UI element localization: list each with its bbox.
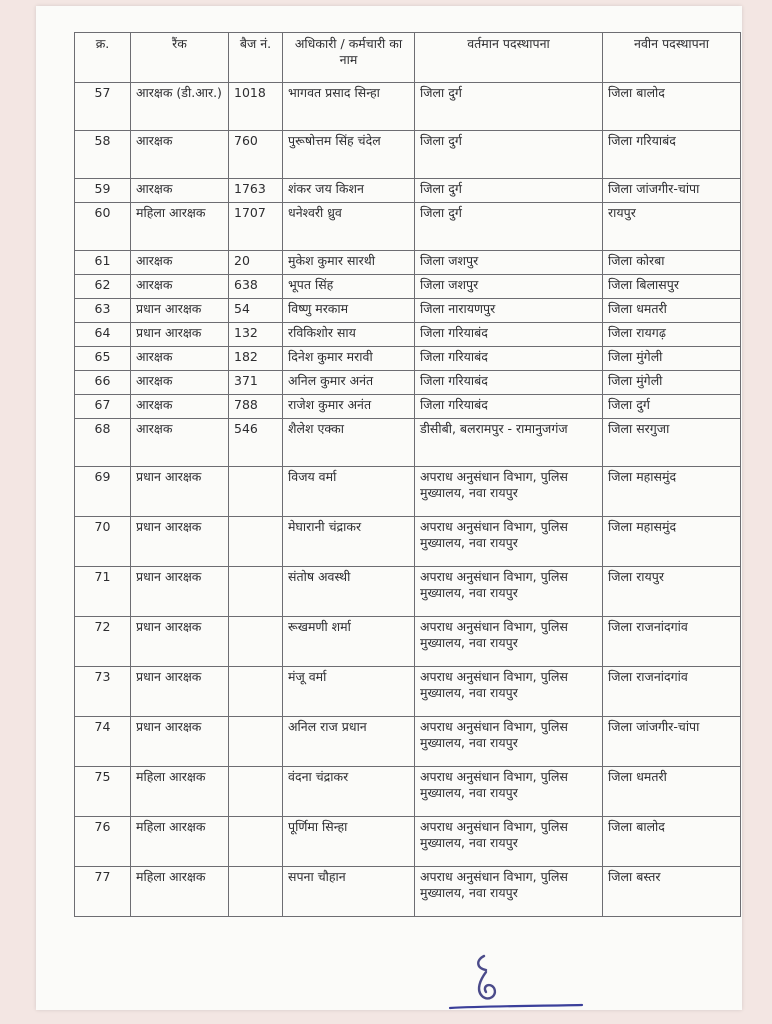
cell-serial: 58 xyxy=(75,131,131,179)
table-row xyxy=(75,347,741,371)
header-rank: रैंक xyxy=(131,33,229,83)
cell-rank: आरक्षक xyxy=(131,347,229,371)
table-row xyxy=(75,767,741,817)
cell-rank: प्रधान आरक्षक xyxy=(131,667,229,717)
cell-rank: महिला आरक्षक xyxy=(131,817,229,867)
cell-current-posting: अपराध अनुसंधान विभाग, पुलिस मुख्यालय, नवा रायपुर xyxy=(415,867,603,917)
cell-new-posting: जिला दुर्ग xyxy=(603,395,741,419)
cell-name: धनेश्वरी ध्रुव xyxy=(283,203,415,251)
cell-serial: 68 xyxy=(75,419,131,467)
cell-name: रविकिशोर साय xyxy=(283,323,415,347)
cell-badge: 760 xyxy=(229,131,283,179)
cell-rank: प्रधान आरक्षक xyxy=(131,467,229,517)
cell-rank: महिला आरक्षक xyxy=(131,867,229,917)
cell-serial: 72 xyxy=(75,617,131,667)
table-row xyxy=(75,567,741,617)
cell-name: पूर्णिमा सिन्हा xyxy=(283,817,415,867)
cell-name: विष्णु मरकाम xyxy=(283,299,415,323)
cell-rank: आरक्षक (डी.आर.) xyxy=(131,83,229,131)
document-page xyxy=(36,6,742,1010)
cell-name: पुरूषोत्तम सिंह चंदेल xyxy=(283,131,415,179)
table-row xyxy=(75,467,741,517)
cell-new-posting: जिला जांजगीर-चांपा xyxy=(603,717,741,767)
cell-badge: 1707 xyxy=(229,203,283,251)
cell-new-posting: जिला महासमुंद xyxy=(603,517,741,567)
cell-name: रूखमणी शर्मा xyxy=(283,617,415,667)
cell-serial: 67 xyxy=(75,395,131,419)
cell-serial: 73 xyxy=(75,667,131,717)
cell-serial: 75 xyxy=(75,767,131,817)
cell-current-posting: जिला दुर्ग xyxy=(415,131,603,179)
cell-new-posting: जिला बालोद xyxy=(603,817,741,867)
cell-new-posting: जिला सरगुजा xyxy=(603,419,741,467)
cell-new-posting: जिला रायगढ़ xyxy=(603,323,741,347)
cell-current-posting: अपराध अनुसंधान विभाग, पुलिस मुख्यालय, नवा रायपुर xyxy=(415,567,603,617)
cell-badge: 182 xyxy=(229,347,283,371)
cell-new-posting: रायपुर xyxy=(603,203,741,251)
cell-badge: 20 xyxy=(229,251,283,275)
cell-name: वंदना चंद्राकर xyxy=(283,767,415,817)
table-row xyxy=(75,203,741,251)
table-row xyxy=(75,717,741,767)
cell-current-posting: जिला गरियाबंद xyxy=(415,323,603,347)
header-current-posting: वर्तमान पदस्थापना xyxy=(415,33,603,83)
cell-current-posting: जिला दुर्ग xyxy=(415,179,603,203)
cell-current-posting: अपराध अनुसंधान विभाग, पुलिस मुख्यालय, नवा रायपुर xyxy=(415,467,603,517)
cell-serial: 64 xyxy=(75,323,131,347)
cell-current-posting: जिला गरियाबंद xyxy=(415,395,603,419)
cell-rank: प्रधान आरक्षक xyxy=(131,717,229,767)
cell-badge xyxy=(229,617,283,667)
table-row xyxy=(75,667,741,717)
cell-badge: 132 xyxy=(229,323,283,347)
cell-rank: प्रधान आरक्षक xyxy=(131,323,229,347)
cell-current-posting: अपराध अनुसंधान विभाग, पुलिस मुख्यालय, नवा रायपुर xyxy=(415,817,603,867)
table-row xyxy=(75,131,741,179)
cell-serial: 63 xyxy=(75,299,131,323)
signature-mark xyxy=(446,950,586,1014)
cell-serial: 59 xyxy=(75,179,131,203)
cell-rank: आरक्षक xyxy=(131,275,229,299)
cell-name: शैलेश एक्का xyxy=(283,419,415,467)
cell-serial: 69 xyxy=(75,467,131,517)
cell-name: शंकर जय किशन xyxy=(283,179,415,203)
cell-current-posting: जिला नारायणपुर xyxy=(415,299,603,323)
cell-rank: प्रधान आरक्षक xyxy=(131,567,229,617)
cell-rank: आरक्षक xyxy=(131,131,229,179)
cell-current-posting: जिला गरियाबंद xyxy=(415,371,603,395)
cell-rank: आरक्षक xyxy=(131,419,229,467)
cell-badge: 1763 xyxy=(229,179,283,203)
cell-badge xyxy=(229,567,283,617)
cell-current-posting: जिला गरियाबंद xyxy=(415,347,603,371)
cell-current-posting: जिला दुर्ग xyxy=(415,83,603,131)
cell-serial: 61 xyxy=(75,251,131,275)
cell-current-posting: जिला जशपुर xyxy=(415,251,603,275)
cell-name: भागवत प्रसाद सिन्हा xyxy=(283,83,415,131)
cell-name: सपना चौहान xyxy=(283,867,415,917)
cell-badge: 546 xyxy=(229,419,283,467)
cell-rank: महिला आरक्षक xyxy=(131,767,229,817)
cell-current-posting: अपराध अनुसंधान विभाग, पुलिस मुख्यालय, नवा रायपुर xyxy=(415,767,603,817)
cell-new-posting: जिला धमतरी xyxy=(603,767,741,817)
cell-current-posting: अपराध अनुसंधान विभाग, पुलिस मुख्यालय, नवा रायपुर xyxy=(415,717,603,767)
cell-current-posting: अपराध अनुसंधान विभाग, पुलिस मुख्यालय, नवा रायपुर xyxy=(415,667,603,717)
cell-new-posting: जिला बिलासपुर xyxy=(603,275,741,299)
table-row xyxy=(75,419,741,467)
table-row xyxy=(75,395,741,419)
cell-serial: 77 xyxy=(75,867,131,917)
table-row xyxy=(75,251,741,275)
header-new-posting: नवीन पदस्थापना xyxy=(603,33,741,83)
cell-serial: 57 xyxy=(75,83,131,131)
table-row xyxy=(75,323,741,347)
cell-badge: 1018 xyxy=(229,83,283,131)
cell-name: दिनेश कुमार मरावी xyxy=(283,347,415,371)
cell-serial: 74 xyxy=(75,717,131,767)
cell-new-posting: जिला गरियाबंद xyxy=(603,131,741,179)
cell-rank: महिला आरक्षक xyxy=(131,203,229,251)
table-row xyxy=(75,867,741,917)
cell-badge: 54 xyxy=(229,299,283,323)
cell-badge xyxy=(229,517,283,567)
cell-new-posting: जिला राजनांदगांव xyxy=(603,617,741,667)
cell-serial: 65 xyxy=(75,347,131,371)
cell-serial: 62 xyxy=(75,275,131,299)
table-body xyxy=(75,83,741,917)
cell-serial: 71 xyxy=(75,567,131,617)
cell-current-posting: अपराध अनुसंधान विभाग, पुलिस मुख्यालय, नवा रायपुर xyxy=(415,517,603,567)
cell-new-posting: जिला बस्तर xyxy=(603,867,741,917)
cell-badge: 788 xyxy=(229,395,283,419)
cell-serial: 76 xyxy=(75,817,131,867)
cell-name: संतोष अवस्थी xyxy=(283,567,415,617)
cell-rank: आरक्षक xyxy=(131,395,229,419)
cell-badge xyxy=(229,817,283,867)
cell-rank: प्रधान आरक्षक xyxy=(131,617,229,667)
header-badge: बैज नं. xyxy=(229,33,283,83)
table-header-row xyxy=(75,33,741,83)
cell-current-posting: जिला जशपुर xyxy=(415,275,603,299)
cell-rank: आरक्षक xyxy=(131,179,229,203)
header-name: अधिकारी / कर्मचारी का नाम xyxy=(283,33,415,83)
cell-new-posting: जिला कोरबा xyxy=(603,251,741,275)
cell-rank: आरक्षक xyxy=(131,251,229,275)
table-row xyxy=(75,179,741,203)
table-row xyxy=(75,275,741,299)
cell-rank: प्रधान आरक्षक xyxy=(131,517,229,567)
cell-name: मंजू वर्मा xyxy=(283,667,415,717)
cell-new-posting: जिला राजनांदगांव xyxy=(603,667,741,717)
table-row xyxy=(75,617,741,667)
cell-name: मेघारानी चंद्राकर xyxy=(283,517,415,567)
cell-new-posting: जिला रायपुर xyxy=(603,567,741,617)
cell-serial: 66 xyxy=(75,371,131,395)
cell-name: भूपत सिंह xyxy=(283,275,415,299)
cell-badge xyxy=(229,667,283,717)
cell-badge xyxy=(229,867,283,917)
cell-new-posting: जिला मुंगेली xyxy=(603,371,741,395)
table-row xyxy=(75,817,741,867)
table-row xyxy=(75,299,741,323)
cell-new-posting: जिला महासमुंद xyxy=(603,467,741,517)
cell-rank: आरक्षक xyxy=(131,371,229,395)
transfer-table xyxy=(74,32,741,917)
table-row xyxy=(75,83,741,131)
cell-badge xyxy=(229,467,283,517)
cell-name: अनिल कुमार अनंत xyxy=(283,371,415,395)
cell-name: मुकेश कुमार सारथी xyxy=(283,251,415,275)
cell-badge xyxy=(229,717,283,767)
cell-new-posting: जिला बालोद xyxy=(603,83,741,131)
cell-name: अनिल राज प्रधान xyxy=(283,717,415,767)
cell-badge: 371 xyxy=(229,371,283,395)
cell-serial: 60 xyxy=(75,203,131,251)
cell-badge xyxy=(229,767,283,817)
table-row xyxy=(75,517,741,567)
cell-new-posting: जिला धमतरी xyxy=(603,299,741,323)
cell-new-posting: जिला मुंगेली xyxy=(603,347,741,371)
cell-name: राजेश कुमार अनंत xyxy=(283,395,415,419)
cell-current-posting: डीसीबी, बलरामपुर - रामानुजगंज xyxy=(415,419,603,467)
cell-current-posting: जिला दुर्ग xyxy=(415,203,603,251)
cell-new-posting: जिला जांजगीर-चांपा xyxy=(603,179,741,203)
cell-current-posting: अपराध अनुसंधान विभाग, पुलिस मुख्यालय, नवा रायपुर xyxy=(415,617,603,667)
cell-name: विजय वर्मा xyxy=(283,467,415,517)
cell-badge: 638 xyxy=(229,275,283,299)
header-serial: क्र. xyxy=(75,33,131,83)
table-row xyxy=(75,371,741,395)
cell-serial: 70 xyxy=(75,517,131,567)
cell-rank: प्रधान आरक्षक xyxy=(131,299,229,323)
